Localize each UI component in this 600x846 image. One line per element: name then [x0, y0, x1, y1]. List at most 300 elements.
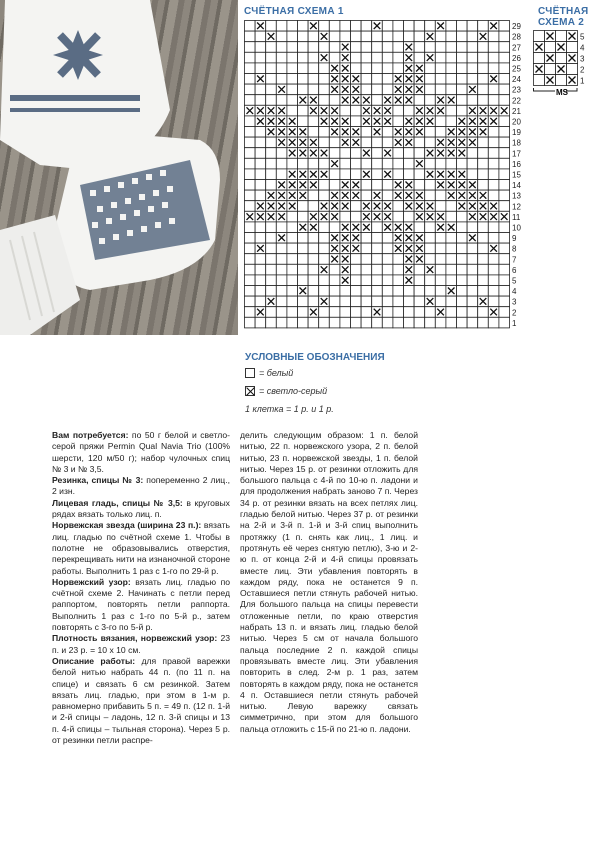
row-number: 5 [580, 32, 585, 42]
legend-white [245, 368, 293, 378]
chart-cell [319, 307, 330, 318]
chart-cell [404, 211, 415, 222]
chart-cell [414, 52, 425, 63]
materials-text: по 50 г белой и светло-серой пряжи Permin Qual Navia Trio (100% шерсти, 120 м/50 г); набор чулочных спиц № 3 и № 3,5. [52, 430, 230, 474]
chart-cell [361, 158, 372, 169]
chart-cell [340, 105, 351, 116]
chart-cell [266, 21, 277, 32]
chart-cell [319, 286, 330, 297]
row-number: 7 [512, 255, 517, 265]
chart-cell [245, 52, 256, 63]
chart-cell [276, 222, 287, 233]
chart-cell [319, 63, 330, 74]
chart-cell [372, 180, 383, 191]
row-number: 3 [580, 54, 585, 64]
chart-cell [351, 42, 362, 53]
chart-cell [276, 275, 287, 286]
chart-cell [266, 180, 277, 191]
chart-cell [435, 243, 446, 254]
rib-paragraph [52, 475, 230, 498]
row-number: 12 [512, 202, 521, 212]
chart-cell [298, 264, 309, 275]
chart-cell [319, 275, 330, 286]
materials-paragraph [52, 430, 230, 475]
row-number: 25 [512, 64, 521, 74]
chart-cell [499, 275, 510, 286]
chart-cell [382, 243, 393, 254]
chart-cell [435, 317, 446, 328]
chart-cell [276, 63, 287, 74]
chart-cell [393, 264, 404, 275]
chart-cell [329, 296, 340, 307]
chart-cell [545, 64, 556, 75]
chart-cell [351, 21, 362, 32]
row-number: 10 [512, 223, 521, 233]
chart-cell [340, 31, 351, 42]
chart-cell [351, 254, 362, 265]
rib-text: попеременно 2 лиц., 2 изн. [52, 475, 230, 497]
chart-cell [382, 190, 393, 201]
chart-cell [298, 31, 309, 42]
chart-cell [308, 190, 319, 201]
chart-cell [372, 254, 383, 265]
chart-cell [255, 148, 266, 159]
row-number: 29 [512, 22, 521, 32]
legend-title: УСЛОВНЫЕ ОБОЗНАЧЕНИЯ [245, 352, 385, 363]
chart-cell [266, 95, 277, 106]
chart-cell [329, 21, 340, 32]
chart-cell [266, 275, 277, 286]
chart-cell [478, 158, 489, 169]
chart-cell [361, 307, 372, 318]
chart-cell [329, 169, 340, 180]
chart-cell [414, 180, 425, 191]
chart-cell [329, 317, 340, 328]
chart-cell [276, 31, 287, 42]
chart-cell [276, 148, 287, 159]
chart-cell [425, 233, 436, 244]
chart-cell [478, 243, 489, 254]
chart-cell [255, 52, 266, 63]
chart-cell [467, 31, 478, 42]
chart-cell [372, 169, 383, 180]
chart-cell [467, 63, 478, 74]
chart-cell [298, 317, 309, 328]
chart-cell [478, 264, 489, 275]
chart-cell [308, 201, 319, 212]
chart-cell [435, 201, 446, 212]
chart-cell [255, 95, 266, 106]
chart-cell [287, 222, 298, 233]
chart-cell [393, 63, 404, 74]
chart-cell [245, 63, 256, 74]
chart-cell [556, 75, 567, 86]
chart-cell [351, 296, 362, 307]
chart-cell [245, 180, 256, 191]
chart-cell [499, 254, 510, 265]
chart-cell [361, 42, 372, 53]
chart-cell [478, 275, 489, 286]
chart-cell [414, 296, 425, 307]
chart-cell [372, 84, 383, 95]
chart-cell [393, 254, 404, 265]
row-number: 2 [512, 308, 517, 318]
chart-cell [361, 275, 372, 286]
chart-cell [351, 31, 362, 42]
chart-cell [319, 180, 330, 191]
norwegian-heading: Норвежский узор: [52, 576, 131, 587]
chart-cell [287, 307, 298, 318]
chart-cell [287, 42, 298, 53]
row-number: 17 [512, 149, 521, 159]
chart-cell [499, 233, 510, 244]
chart-cell [308, 264, 319, 275]
chart-cell [435, 31, 446, 42]
chart-cell [499, 116, 510, 127]
chart-cell [361, 127, 372, 138]
chart-cell [425, 74, 436, 85]
chart-cell [404, 105, 415, 116]
chart-cell [467, 275, 478, 286]
chart-cell [478, 137, 489, 148]
chart-cell [382, 63, 393, 74]
chart-cell [446, 105, 457, 116]
chart-cell [340, 148, 351, 159]
chart-cell [276, 317, 287, 328]
chart-cell [488, 317, 499, 328]
chart-cell [255, 222, 266, 233]
chart-cell [534, 53, 545, 64]
chart-cell [329, 180, 340, 191]
chart-cell [255, 190, 266, 201]
chart-cell [308, 74, 319, 85]
chart-cell [435, 254, 446, 265]
chart-cell [340, 158, 351, 169]
chart-cell [361, 243, 372, 254]
chart-cell [298, 158, 309, 169]
chart-cell [276, 286, 287, 297]
chart-cell [266, 222, 277, 233]
chart-cell [457, 233, 468, 244]
chart-cell [435, 52, 446, 63]
chart-cell [499, 307, 510, 318]
chart-cell [435, 286, 446, 297]
row-number: 3 [512, 297, 517, 307]
chart-cell [393, 31, 404, 42]
chart-cell [308, 317, 319, 328]
chart-cell [319, 42, 330, 53]
chart-cell [298, 211, 309, 222]
chart-cell [499, 21, 510, 32]
chart-cell [457, 95, 468, 106]
chart-cell [499, 42, 510, 53]
row-number: 28 [512, 32, 521, 42]
chart-cell [361, 190, 372, 201]
chart-cell [435, 190, 446, 201]
chart-cell [361, 180, 372, 191]
chart-cell [245, 296, 256, 307]
instructions-continued: делить следующим образом: 1 п. белой нитью, 22 п. норвежского узора, 2 п. белой нитью, 23 п. норвежской звезды, 1 п. белой нитью. Через 15 р. от резинки отложить для большого пальца с 4-й по 10-ю п. ладони и для продолжения набрать заново 7 п. Через 34 р. от резинки вязать на всех петлях лиц. гладью белой нитью. Через 37 р. от резинки на 2-й и 3-й п. 1-й и 3-й спиц выполнить протяжку (1 п. снять как лиц., 1 лиц. и протянуть её через снятую петлю), 3-ю и 2-ю п. от конца 2-й и 4-й спицы провязать вместе лиц. Эти убавления повторять в каждом ряду, пока не останется 9 п. Оставшиеся петли стянуть рабочей нитью. Для большого пальца на спицы перевести отложенные петли, по краю отверстия набрать 13 п. и вязать лиц. гладью белой нитью. Через 5 см от начала большого пальца последние 2 п. каждой спицы провязывать вместе лиц. Эти убавления повторить в след. 2-м р. 1 раз, затем повторять в каждом ряду, пока не останется 4 п. Оставшиеся петли стянуть рабочей нитью. Левую варежку связать симметрично, при этом для большого пальца отложить с 15-й по 21-ю п. ладони. [240, 430, 418, 734]
schema2-grid [533, 30, 593, 105]
chart-cell [329, 307, 340, 318]
gauge-text: 23 п. и 23 р. = 10 х 10 см. [52, 633, 231, 655]
chart-cell [255, 180, 266, 191]
chart-cell [435, 158, 446, 169]
chart-cell [488, 286, 499, 297]
chart-cell [478, 222, 489, 233]
chart-cell [329, 137, 340, 148]
gauge-paragraph [52, 633, 230, 656]
chart-cell [404, 286, 415, 297]
chart-cell [245, 137, 256, 148]
chart-cell [298, 84, 309, 95]
chart-cell [446, 84, 457, 95]
chart-cell [372, 222, 383, 233]
chart-cell [245, 95, 256, 106]
chart-cell [467, 296, 478, 307]
chart-cell [361, 63, 372, 74]
chart-cell [393, 317, 404, 328]
chart-cell [319, 127, 330, 138]
chart-cell [382, 180, 393, 191]
chart-cell [446, 264, 457, 275]
row-number: 11 [512, 212, 521, 222]
chart-cell [276, 254, 287, 265]
chart-cell [245, 31, 256, 42]
chart-cell [488, 233, 499, 244]
chart-cell [446, 233, 457, 244]
chart-cell [457, 264, 468, 275]
chart-cell [308, 116, 319, 127]
chart-cell [488, 52, 499, 63]
chart-cell [499, 243, 510, 254]
chart-cell [446, 21, 457, 32]
chart-cell [266, 137, 277, 148]
row-number: 5 [512, 276, 517, 286]
chart-cell [478, 254, 489, 265]
chart-cell [308, 286, 319, 297]
chart-cell [499, 180, 510, 191]
chart-cell [499, 95, 510, 106]
chart-cell [329, 264, 340, 275]
chart-cell [446, 211, 457, 222]
chart-cell [446, 74, 457, 85]
chart-cell [245, 222, 256, 233]
chart-cell [361, 317, 372, 328]
chart-cell [478, 286, 489, 297]
chart-cell [467, 52, 478, 63]
ms-label: MS [556, 88, 568, 97]
row-number: 8 [512, 244, 517, 254]
chart-cell [287, 105, 298, 116]
chart-cell [457, 222, 468, 233]
chart-cell [478, 21, 489, 32]
chart-cell [446, 158, 457, 169]
chart-cell [276, 74, 287, 85]
chart-cell [467, 254, 478, 265]
schema1-title: СЧЁТНАЯ СХЕМА 1 [244, 6, 344, 17]
chart-cell [319, 84, 330, 95]
chart-cell [340, 169, 351, 180]
chart-cell [372, 275, 383, 286]
chart-cell [478, 148, 489, 159]
chart-cell [478, 74, 489, 85]
chart-cell [467, 243, 478, 254]
row-number: 4 [512, 287, 517, 297]
chart-cell [425, 222, 436, 233]
star-heading: Норвежская звезда (ширина 23 п.): [52, 520, 202, 531]
chart-cell [393, 286, 404, 297]
chart-cell [467, 148, 478, 159]
chart-cell [276, 158, 287, 169]
chart-cell [499, 127, 510, 138]
chart-cell [488, 254, 499, 265]
chart-cell [457, 31, 468, 42]
stockinette-text: в круговых рядах вязать только лиц. п. [52, 497, 230, 520]
chart-cell [351, 317, 362, 328]
chart-cell [467, 222, 478, 233]
chart-cell [287, 243, 298, 254]
chart-cell [287, 233, 298, 244]
chart-cell [266, 233, 277, 244]
chart-cell [478, 169, 489, 180]
chart-cell [351, 63, 362, 74]
row-number: 1 [580, 76, 585, 86]
chart-cell [351, 201, 362, 212]
chart-cell [329, 148, 340, 159]
row-number: 6 [512, 265, 517, 275]
chart-cell [425, 63, 436, 74]
chart-cell [255, 169, 266, 180]
chart-cell [308, 275, 319, 286]
chart-cell [478, 233, 489, 244]
chart-cell [308, 31, 319, 42]
chart-cell [329, 42, 340, 53]
chart-cell [351, 211, 362, 222]
chart-cell [382, 264, 393, 275]
chart-cell [446, 52, 457, 63]
chart-cell [266, 52, 277, 63]
chart-cell [393, 148, 404, 159]
chart-cell [488, 222, 499, 233]
chart-cell [298, 307, 309, 318]
chart-cell [319, 222, 330, 233]
chart-cell [404, 158, 415, 169]
chart-cell [393, 116, 404, 127]
chart-cell [372, 52, 383, 63]
chart-cell [308, 63, 319, 74]
chart-cell [266, 84, 277, 95]
chart-cell [340, 307, 351, 318]
chart-cell [351, 286, 362, 297]
chart-cell [276, 42, 287, 53]
chart-cell [287, 275, 298, 286]
chart-cell [499, 74, 510, 85]
chart-cell [499, 317, 510, 328]
chart-cell [255, 317, 266, 328]
text-column-left [52, 430, 230, 746]
chart-cell [245, 275, 256, 286]
chart-cell [425, 84, 436, 95]
chart-cell [382, 233, 393, 244]
chart-cell [382, 137, 393, 148]
chart-cell [319, 21, 330, 32]
chart-cell [287, 296, 298, 307]
instructions-text: для правой варежки белой нитью набрать 44 п. (по 11 п. на спице) и связать 6 см резинкой. Затем вязать лиц. гладью, при этом в 1-м р. равномерно прибавить 5 п. = 49 п. (12 п. 1-й и 2-й спицы – ладонь, 12 п. 3-й спицы и 13 п. 4-й спицы – тыльная сторона). Через 5 р. от резинки петли распре- [52, 655, 230, 746]
chart-cell [287, 317, 298, 328]
chart-cell [457, 317, 468, 328]
chart-cell [499, 286, 510, 297]
chart-cell [478, 180, 489, 191]
chart-cell [404, 21, 415, 32]
legend-white-label: = белый [259, 368, 294, 378]
row-number: 15 [512, 170, 521, 180]
chart-cell [499, 158, 510, 169]
chart-cell [245, 254, 256, 265]
chart-cell [488, 275, 499, 286]
chart-cell [488, 31, 499, 42]
chart-cell [556, 31, 567, 42]
chart-cell [382, 21, 393, 32]
chart-cell [425, 190, 436, 201]
chart-cell [372, 296, 383, 307]
schema2-title: СЧЁТНАЯ СХЕМА 2 [538, 6, 589, 28]
chart-cell [488, 148, 499, 159]
chart-cell [393, 201, 404, 212]
chart-cell [435, 233, 446, 244]
materials-heading: Вам потребуется: [52, 430, 129, 440]
chart-cell [425, 307, 436, 318]
chart-cell [457, 211, 468, 222]
chart-cell [467, 286, 478, 297]
chart-cell [308, 127, 319, 138]
chart-cell [255, 137, 266, 148]
chart-cell [499, 169, 510, 180]
chart-cell [266, 317, 277, 328]
gauge-heading: Плотность вязания, норвежский узор: [52, 633, 218, 644]
chart-cell [393, 307, 404, 318]
chart-cell [467, 42, 478, 53]
chart-cell [467, 307, 478, 318]
chart-cell [393, 169, 404, 180]
chart-cell [245, 264, 256, 275]
chart-cell [245, 169, 256, 180]
chart-cell [255, 264, 266, 275]
chart-cell [435, 296, 446, 307]
chart-cell [382, 307, 393, 318]
chart-cell [457, 52, 468, 63]
chart-cell [467, 95, 478, 106]
chart-cell [245, 317, 256, 328]
chart-cell [488, 95, 499, 106]
chart-cell [329, 222, 340, 233]
chart-cell [393, 275, 404, 286]
chart-cell [478, 95, 489, 106]
chart-cell [319, 158, 330, 169]
chart-cell [319, 95, 330, 106]
chart-cell [457, 105, 468, 116]
chart-cell [351, 169, 362, 180]
chart-cell [351, 275, 362, 286]
row-number: 23 [512, 85, 521, 95]
chart-cell [488, 264, 499, 275]
chart-cell [372, 286, 383, 297]
legend-grey [245, 386, 327, 396]
chart-cell [255, 31, 266, 42]
chart-cell [457, 243, 468, 254]
mittens-photo [0, 0, 238, 335]
chart-cell [308, 233, 319, 244]
